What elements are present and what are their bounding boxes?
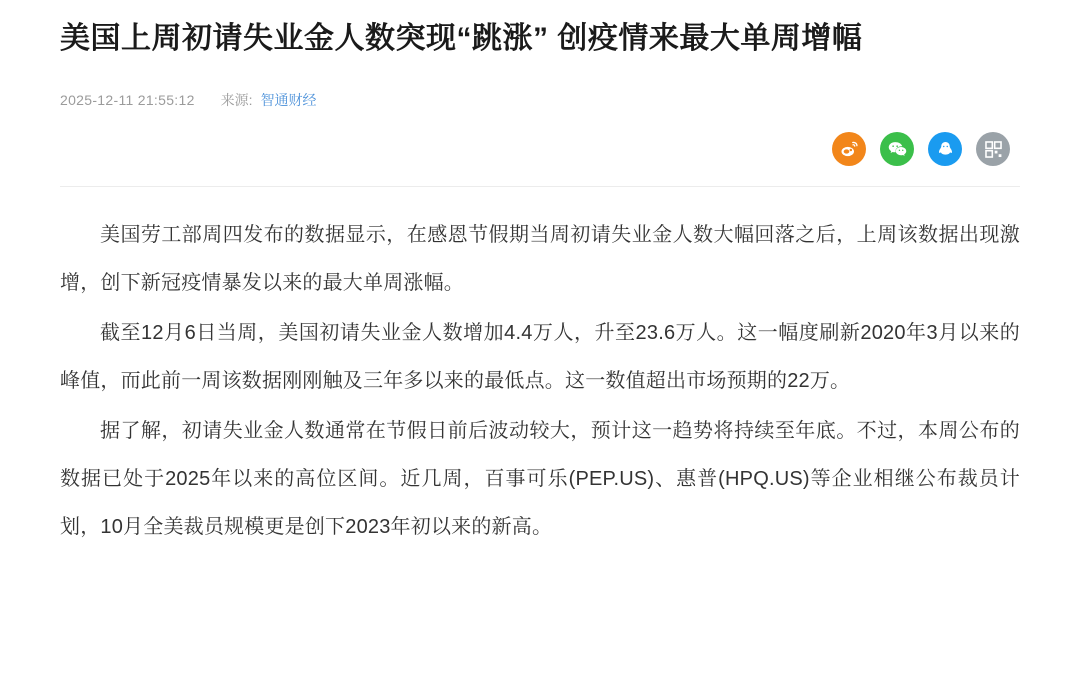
article-body	[60, 211, 1020, 551]
wechat-share-icon[interactable]	[880, 132, 914, 166]
weibo-share-icon[interactable]	[832, 132, 866, 166]
publish-timestamp: 2025-12-11 21:55:12	[60, 92, 195, 108]
article-paragraph: 美国劳工部周四发布的数据显示，在感恩节假期当周初请失业金人数大幅回落之后，上周该数据出现激增，创下新冠疫情暴发以来的最大单周涨幅。	[60, 224, 1020, 294]
source-label: 来源:	[220, 92, 253, 108]
article-paragraph: 据了解，初请失业金人数通常在节假日前后波动较大，预计这一趋势将持续至年底。不过，本周公布的数据已处于2025年以来的高位区间。近几周，百事可乐(PEP.US)、惠普(HPQ.US)等企业相继公布裁员计划，10月全美裁员规模更是创下2023年初以来的新高。	[60, 420, 1020, 538]
share-bar	[60, 132, 1020, 166]
source-link[interactable]: 智通财经	[260, 92, 317, 108]
article-paragraph: 截至12月6日当周，美国初请失业金人数增加4.4万人，升至23.6万人。这一幅度刷新2020年3月以来的峰值，而此前一周该数据刚刚触及三年多以来的最低点。这一数值超出市场预期的22万。	[60, 322, 1020, 392]
qq-share-icon[interactable]	[928, 132, 962, 166]
qrcode-share-icon[interactable]	[976, 132, 1010, 166]
article-meta	[60, 90, 1020, 110]
page-title: 美国上周初请失业金人数突现“跳涨” 创疫情来最大单周增幅	[60, 22, 863, 55]
header-divider	[60, 186, 1020, 187]
